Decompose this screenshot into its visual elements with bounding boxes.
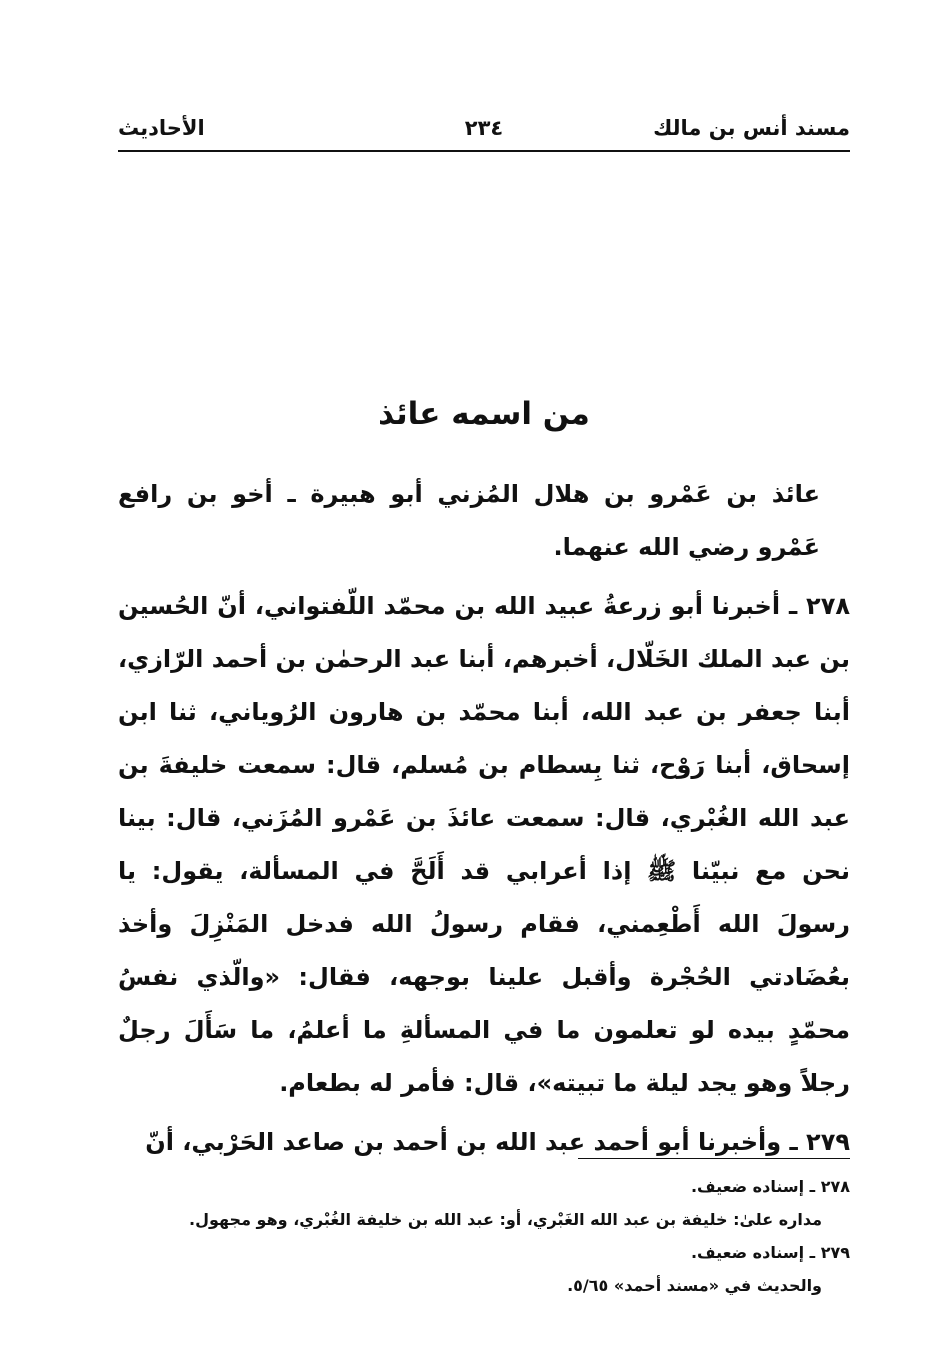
page-number: ٢٣٤ [464, 116, 504, 140]
header-book-title: مسند أنس بن مالك [653, 116, 850, 140]
footnote-279: ٢٧٩ ـ إسناده ضعيف. [690, 1243, 850, 1262]
section-title: من اسمه عائذ [378, 396, 590, 432]
hadith-number: ٢٧٩ [806, 1128, 850, 1156]
header-divider [118, 150, 850, 152]
hadith-text: ـ وأخبرنا أبو أحمد عبد الله بن أحمد بن صاعد الحَرْبي، أنّ [145, 1128, 798, 1156]
header-section-name: الأحاديث [118, 116, 205, 140]
main-text [118, 468, 850, 1169]
running-header [118, 112, 850, 148]
hadith-number: ٢٧٨ [806, 592, 850, 620]
footnote-278: ٢٧٨ ـ إسناده ضعيف. [690, 1177, 850, 1196]
hadith-text: ـ أخبرنا أبو زرعةُ عبيد الله بن محمّد اللّفتواني، أنّ الحُسين بن عبد الملك الخَلّال، أخبرهم، أبنا عبد الرحمٰن بن أحمد الرّازي، أبنا جعفر بن عبد الله، أبنا محمّد بن هارون الرُوياني، ثنا ابن إسحاق، أبنا رَوْح، ثنا بِسطام بن مُسلم، قال: سمعت خليفةَ بن عبد الله الغُبْري، قال: سمعت عائذَ بن عَمْرو المُزَني، قال: بينا نحن مع نبيّنا ﷺ إذا أعرابي قد أَلَحَّ في المسألة، يقول: يا رسولَ الله أَطْعِمني، فقام رسولُ الله فدخل المَنْزِلَ وأخذ بعُضَادتي الحُجْرة وأقبل علينا بوجهه، فقال: «والّذي نفسُ محمّدٍ بيده لو تعلمون ما في المسألةِ ما أعلمُ، ما سَأَلَ رجلٌ رجلاً وهو يجد ليلة ما تبيته»، قال: فأمر له بطعام. [118, 592, 850, 1097]
footnote-divider [578, 1158, 850, 1159]
hadith-279 [118, 1116, 850, 1169]
footnotes [118, 1170, 850, 1302]
footnote-279-detail: والحديث في «مسند أحمد» ٥/٦٥. [567, 1276, 822, 1295]
narrator-intro: عائذ بن عَمْرو بن هلال المُزني أبو هبيرة ـ أخو بن رافع عَمْرو رضي الله عنهما. [118, 480, 820, 561]
hadith-278 [118, 580, 850, 1110]
footnote-278-detail: مداره علىٰ: خليفة بن عبد الله الغَبْري، أو: عبد الله بن خليفة الغُبْري، وهو مجهول. [188, 1210, 822, 1229]
